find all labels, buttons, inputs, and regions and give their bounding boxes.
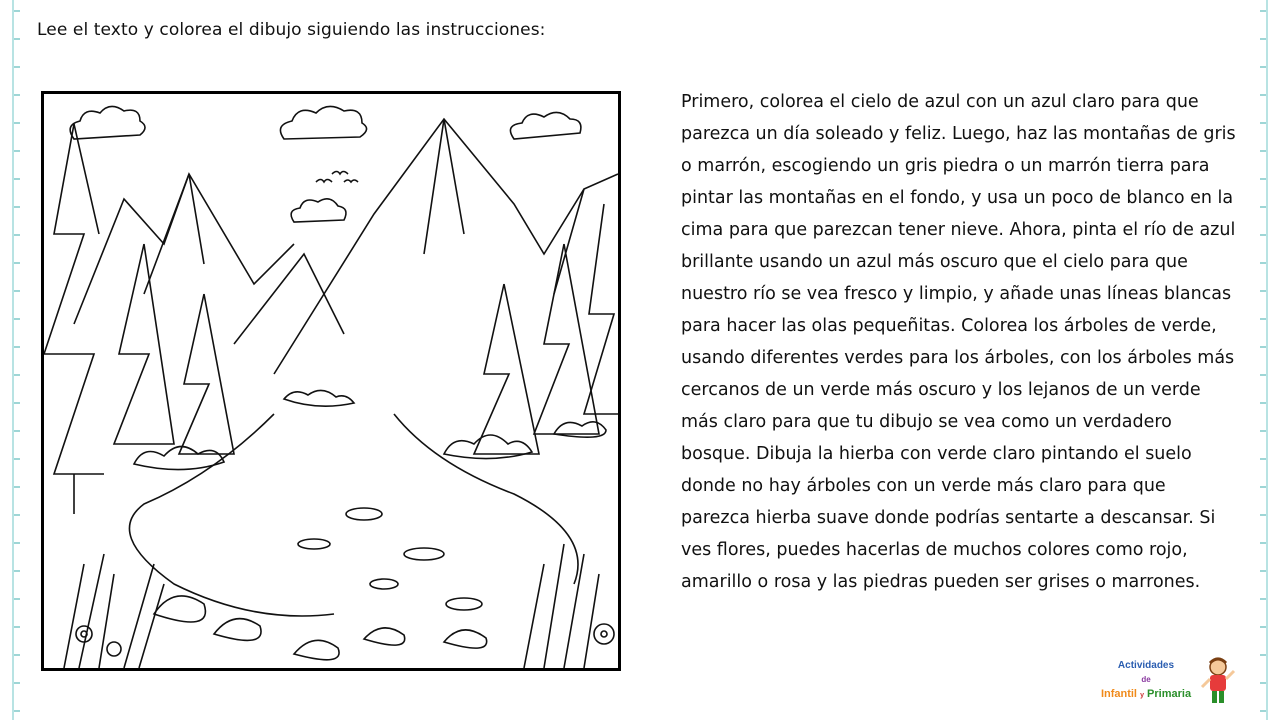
trees-icon [44, 124, 618, 514]
child-mascot-icon [1200, 657, 1236, 707]
birds-icon [316, 172, 358, 183]
publisher-logo [1092, 655, 1242, 710]
coloring-picture [41, 91, 621, 671]
cloud-icon [70, 106, 581, 222]
logo-line2: de [1141, 675, 1151, 684]
rocks-icon [154, 596, 487, 660]
flowers-icon [76, 624, 614, 656]
right-margin-decoration [1260, 0, 1268, 720]
mountains-icon [74, 119, 618, 374]
instructions-text: Primero, colorea el cielo de azul con un azul claro para que parezca un día soleado y feliz. Luego, haz las montañas de gris o marrón, escogiendo un gris piedra o un marrón tierra para pintar las montañas en el fondo, y usa un poco de blanco en la cima para que parezcan tener nieve. Ahora, pinta el río de azul brillante usando un azul más oscuro que el cielo para que nuestro río se vea fresco y limpio, y añade unas líneas blancas para hacer las olas pequeñitas. Colorea los árboles de verde, usando diferentes verdes para los árboles, con los árboles más cercanos de un verde más oscuro y los lejanos de un verde más claro para que tu dibujo se vea como un verdadero bosque. Dibuja la hierba con verde claro pintando el suelo donde no hay árboles con un verde más claro para que parezca hierba suave donde podrías sentarte a descansar. Si ves flores, puedes hacerlas de muchos colores como rojo, amarillo o rosa y las piedras pueden ser grises o marrones. [681, 92, 1236, 592]
logo-line1: Actividades [1117, 660, 1175, 671]
grass-icon [64, 544, 599, 668]
logo-line3-c: Primaria [1147, 688, 1192, 700]
logo-line3-b: y [1140, 692, 1144, 699]
worksheet-heading: Lee el texto y colorea el dibujo siguiendo las instrucciones: [37, 20, 546, 40]
logo-line3-a: Infantil [1100, 688, 1137, 700]
river-icon [129, 414, 578, 616]
left-margin-decoration [12, 0, 20, 720]
